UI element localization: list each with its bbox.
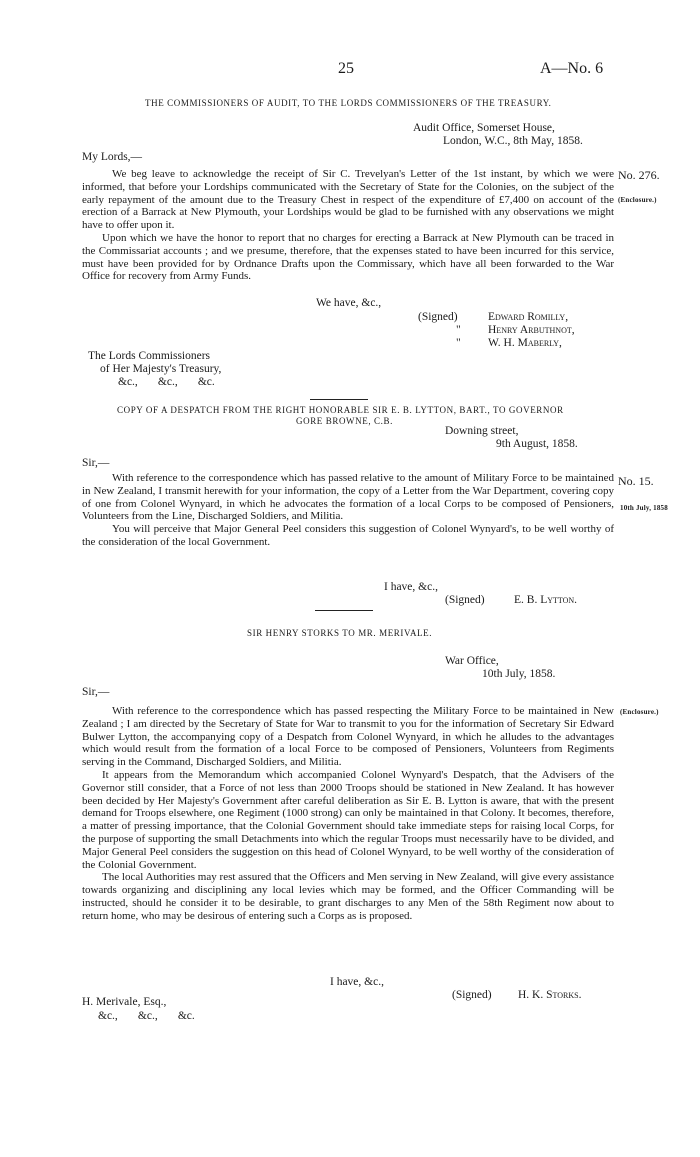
letter3-address-line1: War Office, (445, 655, 499, 667)
letter3-heading: SIR HENRY STORKS TO MR. MERIVALE. (247, 628, 433, 638)
section-divider (310, 399, 368, 400)
letter2-margin-number: No. 15. (618, 474, 654, 488)
letter3-body (82, 705, 614, 923)
letter1-address-line2: London, W.C., 8th May, 1858. (443, 135, 583, 147)
letter2-paragraph: You will perceive that Major General Peel considers this suggestion of Colonel Wynyard's, to be well worthy of the consideration of the local Government. (82, 523, 614, 548)
ditto-mark: " (456, 324, 461, 336)
letter3-closing: I have, &c., (330, 976, 384, 988)
letter1-signer-2: Henry Arbuthnot, (488, 324, 575, 336)
letter2-heading-line1: COPY OF A DESPATCH FROM THE RIGHT HONORABLE SIR E. B. LYTTON, BART., TO GOVERNOR (117, 405, 564, 415)
letter1-body (82, 168, 614, 283)
letter1-heading: THE COMMISSIONERS OF AUDIT, TO THE LORDS COMMISSIONERS OF THE TREASURY. (145, 98, 552, 108)
letter2-body (82, 472, 614, 549)
letter2-signed: (Signed) (445, 594, 485, 606)
letter1-addressee-line2: of Her Majesty's Treasury, (100, 363, 222, 375)
letter1-paragraph: We beg leave to acknowledge the receipt of Sir C. Trevelyan's Letter of the 1st instant, by which we were informed, that before your Lordships communicated with the Secretary of State for the Colonies, on the subject of the early repayment of the amount due to the Treasury Chest in respect of the expenditure of £7,400 on account of the erection of a Barrack at New Plymouth, your Lordships would be glad to be furnished with any observations we might have to offer upon it. (82, 168, 614, 232)
letter1-signer-3: W. H. Maberly, (488, 337, 562, 349)
letter2-signer: E. B. Lytton. (514, 594, 578, 606)
section-divider (315, 610, 373, 611)
letter3-salutation: Sir,— (82, 686, 110, 698)
letter3-addressee-line1: H. Merivale, Esq., (82, 996, 167, 1008)
page-number: 25 (338, 60, 354, 77)
letter1-margin-number: No. 276. (618, 168, 660, 182)
letter1-closing: We have, &c., (316, 297, 382, 309)
letter3-addressee-line2: &c., &c., &c. (98, 1010, 195, 1022)
letter1-addressee-line1: The Lords Commissioners (88, 350, 211, 362)
letter2-salutation: Sir,— (82, 457, 110, 469)
letter2-margin-date: 10th July, 1858 (620, 504, 668, 512)
letter2-address-line2: 9th August, 1858. (496, 438, 578, 450)
letter2-paragraph: With reference to the correspondence which has passed relative to the amount of Military Force to be maintained in New Zealand, I transmit herewith for your information, the copy of a Letter from the War Department, covering copy of one from Colonel Wynyard, in which he advocates the formation of a local Corps to be composed of Pensioners, Volunteers from the Line, Discharged Soldiers, and Militia. (82, 472, 614, 523)
letter3-paragraph: It appears from the Memorandum which accompanied Colonel Wynyard's Despatch, that the Advisers of the Governor still consider, that a Force of not less than 2000 Troops should be stationed in New Zealand. It has however been decided by Her Majesty's Government after careful deliberation as Sir E. B. Lytton is aware, that with the present demand for Troops elsewhere, one Regiment (1000 strong) can only be maintained in that Colony. It becomes, therefore, a matter of pressing importance, that the Colonial Government should take immediate steps for raising local Corps, for the purpose of supporting the small Detachments into which the regular Troops must necessarily have to be divided, and Major General Peel considers the suggestion on this head of Colonel Wynyard, to be well worthy of the consideration of the Colonial Government. (82, 768, 614, 871)
letter3-address-line2: 10th July, 1858. (482, 668, 556, 680)
letter3-margin-enclosure: (Enclosure.) (620, 708, 659, 716)
letter2-closing: I have, &c., (384, 581, 438, 593)
letter1-signed: (Signed) (418, 311, 458, 323)
letter1-salutation: My Lords,— (82, 151, 143, 163)
letter2-address-line1: Downing street, (445, 425, 519, 437)
letter1-signer-1: Edward Romilly, (488, 311, 569, 323)
ditto-mark: " (456, 337, 461, 349)
letter2-heading-line2: GORE BROWNE, C.B. (296, 416, 393, 426)
letter1-address-line1: Audit Office, Somerset House, (413, 122, 555, 134)
letter1-paragraph: Upon which we have the honor to report that no charges for erecting a Barrack at New Plymouth can be traced in the Commissariat accounts ; and we presume, therefore, that the expenses stated to have been incurred for this service, must have been provided for by Ordnance Drafts upon the Commissary, which have all been forwarded to the War Office for recovery from Army Funds. (82, 231, 614, 283)
series-label: A—No. 6 (540, 60, 604, 77)
letter3-paragraph: The local Authorities may rest assured that the Officers and Men serving in New Zealand, will give every assistance towards organizing and disciplining any local levies which may be formed, and the Officer Commanding will be instructed, should he consider it to be desirable, to grant discharges to any Men of the 58th Regiment now about to return home, who may be desirous of entering such a Corps as is proposed. (82, 871, 614, 922)
letter1-addressee-line3: &c., &c., &c. (118, 376, 215, 388)
letter3-paragraph: With reference to the correspondence which has passed respecting the Military Force to be maintained in New Zealand ; I am directed by the Secretary of State for War to transmit to you for the information of Secretary Sir Edward Bulwer Lytton, the accompanying copy of a Despatch from Colonel Wynyard, in which he alludes to the advantages which would result from the formation of a local Force to be composed of Pensioners, Volunteers from Regiments serving in the Command, Discharged Soldiers, and Militia. (82, 705, 614, 769)
letter1-margin-enclosure: (Enclosure.) (618, 196, 657, 204)
letter3-signed: (Signed) (452, 989, 492, 1001)
letter3-signer: H. K. Storks. (518, 989, 582, 1001)
